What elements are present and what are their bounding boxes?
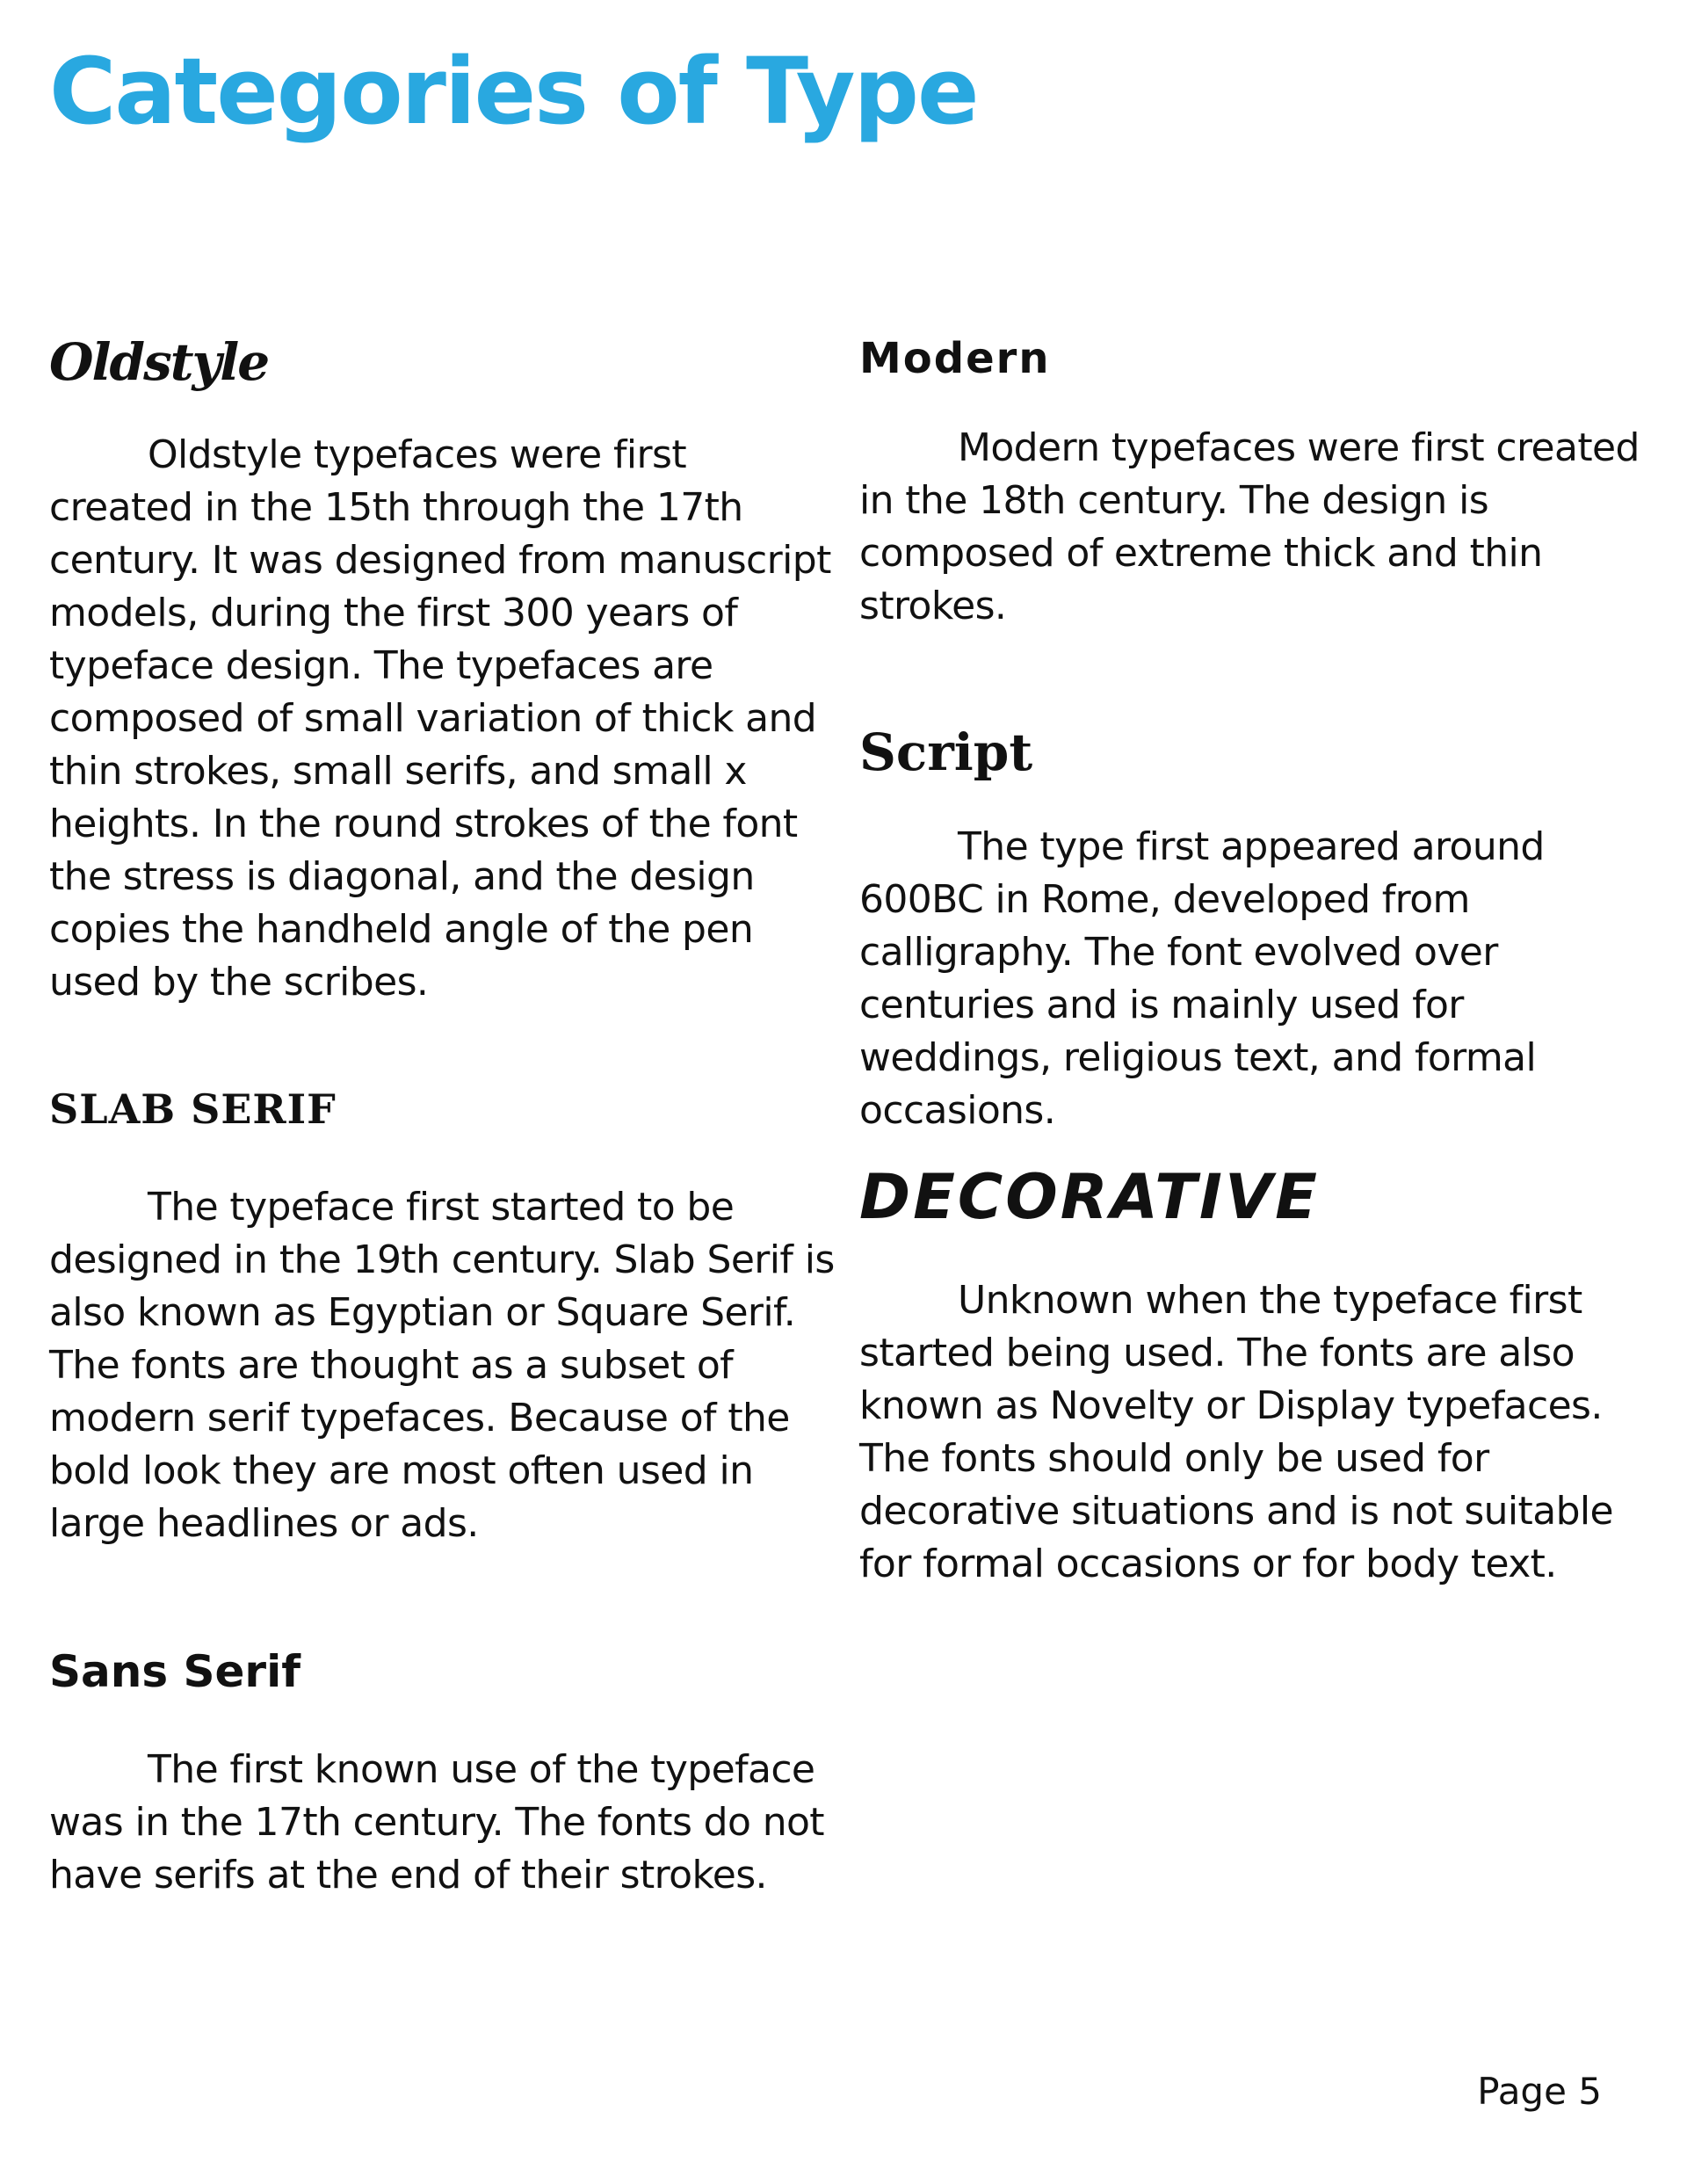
page-title: Categories of Type	[49, 38, 978, 145]
page-number: Page 5	[1477, 2070, 1602, 2113]
section-modern	[859, 330, 1650, 633]
section-slab-serif	[49, 1083, 840, 1550]
section-heading-sans-serif: Sans Serif	[49, 1646, 300, 1697]
section-heading-slab-serif: SLAB SERIF	[49, 1085, 337, 1133]
section-heading-modern: Modern	[859, 334, 1051, 383]
section-body-decorative: Unknown when the typeface first started being used. The fonts are also known as Novelty or Display typefaces. The fonts should only be used for decorative situations and is not suitable for formal occasions or for body text.	[859, 1278, 1613, 1586]
section-body-oldstyle: Oldstyle typefaces were first created in the 15th through the 17th century. It was designed from manuscript models, during the first 300 years of typeface design. The typefaces are composed of small variation of thick and thin strokes, small serifs, and small x heights. In the round strokes of the font the stress is diagonal, and the design copies the handheld angle of the pen used by the scribes.	[49, 432, 831, 1005]
section-body-slab-serif: The typeface first started to be designed in the 19th century. Slab Serif is also known as Egyptian or Square Serif. The fonts are thought as a subset of modern serif typefaces. Because of the bold look they are most often used in large headlines or ads.	[49, 1185, 835, 1546]
section-body-script: The type first appeared around 600BC in Rome, developed from calligraphy. The font evolved over centuries and is mainly used for weddings, religious text, and formal occasions.	[859, 824, 1545, 1133]
section-heading-decorative: DECORATIVE	[859, 1161, 1320, 1233]
section-script	[859, 721, 1650, 1137]
section-heading-oldstyle: Oldstyle	[49, 332, 269, 392]
section-sans-serif	[49, 1643, 840, 1902]
section-decorative	[859, 1160, 1650, 1591]
section-body-sans-serif: The first known use of the typeface was in the 17th century. The fonts do not have serifs at the end of their strokes.	[49, 1747, 824, 1897]
section-oldstyle	[49, 327, 840, 1009]
section-heading-script: Script	[859, 722, 1033, 782]
section-body-modern: Modern typefaces were first created in the 18th century. The design is composed of extreme thick and thin strokes.	[859, 425, 1640, 628]
